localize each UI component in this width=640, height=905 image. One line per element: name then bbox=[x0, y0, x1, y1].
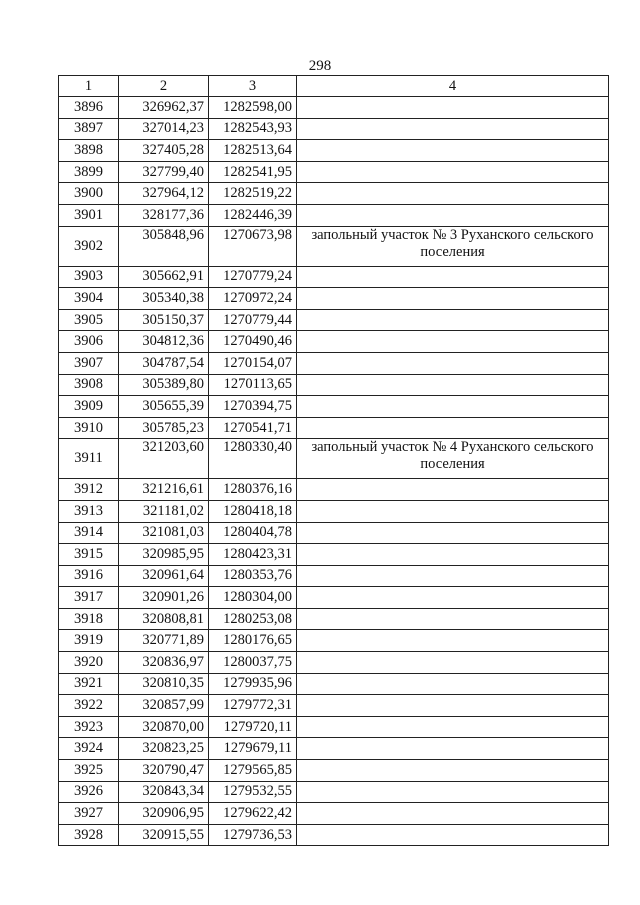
note-cell bbox=[297, 760, 609, 782]
table-row bbox=[59, 760, 609, 782]
note-cell bbox=[297, 309, 609, 331]
y-coordinate-cell: 1280376,16 bbox=[209, 479, 297, 501]
x-coordinate-cell: 321081,03 bbox=[119, 522, 209, 544]
x-coordinate-cell: 320857,99 bbox=[119, 695, 209, 717]
note-cell: запольный участок № 3 Руханского сельского поселения bbox=[297, 226, 609, 266]
table-row bbox=[59, 587, 609, 609]
table-row bbox=[59, 288, 609, 310]
y-coordinate-cell: 1280330,40 bbox=[209, 439, 297, 479]
table-row bbox=[59, 652, 609, 674]
table-row bbox=[59, 439, 609, 479]
point-number-cell: 3913 bbox=[59, 500, 119, 522]
note-cell bbox=[297, 118, 609, 140]
note-cell bbox=[297, 161, 609, 183]
point-number-cell: 3898 bbox=[59, 140, 119, 162]
x-coordinate-cell: 320823,25 bbox=[119, 738, 209, 760]
y-coordinate-cell: 1280253,08 bbox=[209, 608, 297, 630]
point-number-cell: 3902 bbox=[59, 226, 119, 266]
y-coordinate-cell: 1282598,00 bbox=[209, 97, 297, 119]
x-coordinate-cell: 320985,95 bbox=[119, 544, 209, 566]
table-row bbox=[59, 716, 609, 738]
point-number-cell: 3909 bbox=[59, 396, 119, 418]
x-coordinate-cell: 320901,26 bbox=[119, 587, 209, 609]
header-col-1: 1 bbox=[59, 76, 119, 97]
note-cell bbox=[297, 396, 609, 418]
point-number-cell: 3903 bbox=[59, 266, 119, 288]
note-cell bbox=[297, 630, 609, 652]
x-coordinate-cell: 321181,02 bbox=[119, 500, 209, 522]
table-row bbox=[59, 140, 609, 162]
y-coordinate-cell: 1282543,93 bbox=[209, 118, 297, 140]
x-coordinate-cell: 305662,91 bbox=[119, 266, 209, 288]
table-row bbox=[59, 331, 609, 353]
y-coordinate-cell: 1270779,44 bbox=[209, 309, 297, 331]
x-coordinate-cell: 320836,97 bbox=[119, 652, 209, 674]
point-number-cell: 3925 bbox=[59, 760, 119, 782]
coordinates-table bbox=[58, 75, 609, 846]
note-cell: запольный участок № 4 Руханского сельского поселения bbox=[297, 439, 609, 479]
x-coordinate-cell: 305848,96 bbox=[119, 226, 209, 266]
note-cell bbox=[297, 288, 609, 310]
note-cell bbox=[297, 781, 609, 803]
point-number-cell: 3912 bbox=[59, 479, 119, 501]
note-cell bbox=[297, 738, 609, 760]
point-number-cell: 3900 bbox=[59, 183, 119, 205]
table-header bbox=[59, 76, 609, 97]
y-coordinate-cell: 1270779,24 bbox=[209, 266, 297, 288]
point-number-cell: 3914 bbox=[59, 522, 119, 544]
table-row bbox=[59, 803, 609, 825]
y-coordinate-cell: 1280176,65 bbox=[209, 630, 297, 652]
note-cell bbox=[297, 183, 609, 205]
x-coordinate-cell: 327964,12 bbox=[119, 183, 209, 205]
point-number-cell: 3917 bbox=[59, 587, 119, 609]
y-coordinate-cell: 1279772,31 bbox=[209, 695, 297, 717]
header-row bbox=[59, 76, 609, 97]
point-number-cell: 3915 bbox=[59, 544, 119, 566]
table-row bbox=[59, 374, 609, 396]
x-coordinate-cell: 321203,60 bbox=[119, 439, 209, 479]
x-coordinate-cell: 327405,28 bbox=[119, 140, 209, 162]
note-cell bbox=[297, 695, 609, 717]
point-number-cell: 3919 bbox=[59, 630, 119, 652]
y-coordinate-cell: 1270490,46 bbox=[209, 331, 297, 353]
y-coordinate-cell: 1279622,42 bbox=[209, 803, 297, 825]
table-row bbox=[59, 97, 609, 119]
table-row bbox=[59, 417, 609, 439]
table-row bbox=[59, 544, 609, 566]
table-row bbox=[59, 565, 609, 587]
point-number-cell: 3897 bbox=[59, 118, 119, 140]
table-row bbox=[59, 204, 609, 226]
point-number-cell: 3927 bbox=[59, 803, 119, 825]
point-number-cell: 3924 bbox=[59, 738, 119, 760]
x-coordinate-cell: 304787,54 bbox=[119, 352, 209, 374]
note-cell bbox=[297, 544, 609, 566]
table-row bbox=[59, 500, 609, 522]
point-number-cell: 3923 bbox=[59, 716, 119, 738]
y-coordinate-cell: 1279736,53 bbox=[209, 824, 297, 846]
table-row bbox=[59, 266, 609, 288]
x-coordinate-cell: 320915,55 bbox=[119, 824, 209, 846]
x-coordinate-cell: 320870,00 bbox=[119, 716, 209, 738]
x-coordinate-cell: 305785,23 bbox=[119, 417, 209, 439]
note-cell bbox=[297, 565, 609, 587]
x-coordinate-cell: 305340,38 bbox=[119, 288, 209, 310]
table-row bbox=[59, 522, 609, 544]
y-coordinate-cell: 1270673,98 bbox=[209, 226, 297, 266]
y-coordinate-cell: 1282446,39 bbox=[209, 204, 297, 226]
note-cell bbox=[297, 374, 609, 396]
table-row bbox=[59, 479, 609, 501]
y-coordinate-cell: 1280304,00 bbox=[209, 587, 297, 609]
note-cell bbox=[297, 608, 609, 630]
x-coordinate-cell: 320810,35 bbox=[119, 673, 209, 695]
x-coordinate-cell: 327799,40 bbox=[119, 161, 209, 183]
note-cell bbox=[297, 266, 609, 288]
x-coordinate-cell: 320771,89 bbox=[119, 630, 209, 652]
y-coordinate-cell: 1280404,78 bbox=[209, 522, 297, 544]
note-cell bbox=[297, 824, 609, 846]
table-body bbox=[59, 97, 609, 846]
y-coordinate-cell: 1279720,11 bbox=[209, 716, 297, 738]
point-number-cell: 3908 bbox=[59, 374, 119, 396]
header-col-2: 2 bbox=[119, 76, 209, 97]
x-coordinate-cell: 320906,95 bbox=[119, 803, 209, 825]
header-col-3: 3 bbox=[209, 76, 297, 97]
table-row bbox=[59, 396, 609, 418]
point-number-cell: 3896 bbox=[59, 97, 119, 119]
point-number-cell: 3910 bbox=[59, 417, 119, 439]
y-coordinate-cell: 1280353,76 bbox=[209, 565, 297, 587]
note-cell bbox=[297, 652, 609, 674]
point-number-cell: 3899 bbox=[59, 161, 119, 183]
x-coordinate-cell: 328177,36 bbox=[119, 204, 209, 226]
table-row bbox=[59, 309, 609, 331]
note-cell bbox=[297, 417, 609, 439]
y-coordinate-cell: 1280418,18 bbox=[209, 500, 297, 522]
x-coordinate-cell: 327014,23 bbox=[119, 118, 209, 140]
point-number-cell: 3904 bbox=[59, 288, 119, 310]
x-coordinate-cell: 305150,37 bbox=[119, 309, 209, 331]
note-cell bbox=[297, 587, 609, 609]
point-number-cell: 3920 bbox=[59, 652, 119, 674]
y-coordinate-cell: 1280037,75 bbox=[209, 652, 297, 674]
table-row bbox=[59, 608, 609, 630]
x-coordinate-cell: 321216,61 bbox=[119, 479, 209, 501]
x-coordinate-cell: 320843,34 bbox=[119, 781, 209, 803]
note-cell bbox=[297, 803, 609, 825]
y-coordinate-cell: 1270972,24 bbox=[209, 288, 297, 310]
x-coordinate-cell: 326962,37 bbox=[119, 97, 209, 119]
note-cell bbox=[297, 331, 609, 353]
y-coordinate-cell: 1282541,95 bbox=[209, 161, 297, 183]
x-coordinate-cell: 320808,81 bbox=[119, 608, 209, 630]
x-coordinate-cell: 320961,64 bbox=[119, 565, 209, 587]
point-number-cell: 3928 bbox=[59, 824, 119, 846]
note-cell bbox=[297, 500, 609, 522]
point-number-cell: 3918 bbox=[59, 608, 119, 630]
y-coordinate-cell: 1279532,55 bbox=[209, 781, 297, 803]
y-coordinate-cell: 1282513,64 bbox=[209, 140, 297, 162]
y-coordinate-cell: 1270541,71 bbox=[209, 417, 297, 439]
x-coordinate-cell: 305389,80 bbox=[119, 374, 209, 396]
point-number-cell: 3907 bbox=[59, 352, 119, 374]
y-coordinate-cell: 1280423,31 bbox=[209, 544, 297, 566]
point-number-cell: 3921 bbox=[59, 673, 119, 695]
y-coordinate-cell: 1270113,65 bbox=[209, 374, 297, 396]
point-number-cell: 3905 bbox=[59, 309, 119, 331]
point-number-cell: 3922 bbox=[59, 695, 119, 717]
note-cell bbox=[297, 479, 609, 501]
x-coordinate-cell: 305655,39 bbox=[119, 396, 209, 418]
point-number-cell: 3901 bbox=[59, 204, 119, 226]
note-cell bbox=[297, 352, 609, 374]
table-row bbox=[59, 183, 609, 205]
y-coordinate-cell: 1282519,22 bbox=[209, 183, 297, 205]
point-number-cell: 3916 bbox=[59, 565, 119, 587]
table-row bbox=[59, 630, 609, 652]
y-coordinate-cell: 1279565,85 bbox=[209, 760, 297, 782]
table-row bbox=[59, 161, 609, 183]
point-number-cell: 3926 bbox=[59, 781, 119, 803]
y-coordinate-cell: 1279935,96 bbox=[209, 673, 297, 695]
note-cell bbox=[297, 673, 609, 695]
header-col-4: 4 bbox=[297, 76, 609, 97]
note-cell bbox=[297, 204, 609, 226]
y-coordinate-cell: 1270394,75 bbox=[209, 396, 297, 418]
point-number-cell: 3906 bbox=[59, 331, 119, 353]
note-cell bbox=[297, 140, 609, 162]
y-coordinate-cell: 1270154,07 bbox=[209, 352, 297, 374]
y-coordinate-cell: 1279679,11 bbox=[209, 738, 297, 760]
x-coordinate-cell: 304812,36 bbox=[119, 331, 209, 353]
table-row bbox=[59, 781, 609, 803]
table-row bbox=[59, 226, 609, 266]
note-cell bbox=[297, 716, 609, 738]
x-coordinate-cell: 320790,47 bbox=[119, 760, 209, 782]
note-cell bbox=[297, 522, 609, 544]
table-row bbox=[59, 824, 609, 846]
table-row bbox=[59, 738, 609, 760]
table-row bbox=[59, 695, 609, 717]
note-cell bbox=[297, 97, 609, 119]
table-row bbox=[59, 673, 609, 695]
table-row bbox=[59, 352, 609, 374]
table-row bbox=[59, 118, 609, 140]
page-number: 298 bbox=[308, 58, 332, 74]
point-number-cell: 3911 bbox=[59, 439, 119, 479]
